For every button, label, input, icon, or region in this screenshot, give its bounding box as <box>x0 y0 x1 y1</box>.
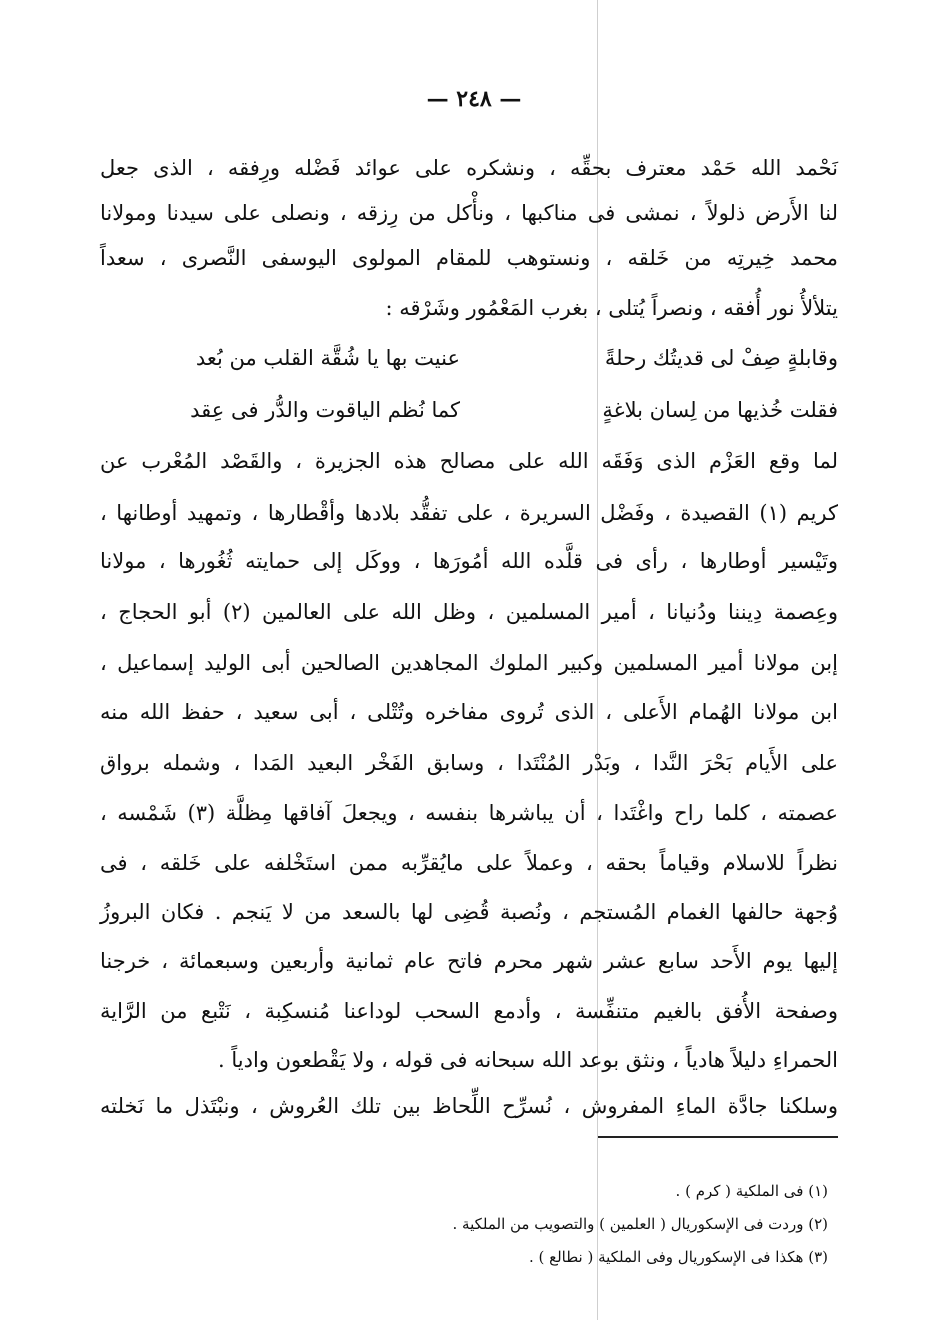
footnote-separator <box>598 1136 838 1138</box>
footnote: (٣) هكذا فى الإسكوريال وفى الملكية ( نطالع ) . <box>528 1248 828 1266</box>
body-line: يتلألأُ نور أُفقه ، ونصراً يُتلى ، بغرب المَعْمُور وشَرْقه : <box>385 296 838 320</box>
body-line: على الأَيام بَحْرَ النَّدا ، وبَدْر المُنْتَدا ، وسابق الفَخْر البعيد المَدا ، وشمله برواق <box>100 751 838 775</box>
page-number: — ٢٤٨ — <box>426 86 522 112</box>
body-line: ابن مولانا الهُمام الأَعلى ، الذى تُروى مفاخره وتُتْلى ، أبى سعيد ، حفظ الله منه <box>100 700 838 724</box>
body-line: عصمته ، كلما راح واغْتَدا ، أن يباشرها بنفسه ، ويجعلَ آفاقها مِظلَّة (٣) شَمْسه ، <box>100 801 838 825</box>
body-line: وتَيْسير أوطارها ، رأى فى قلَّده الله أمُورَها ، ووكَل إلى حمايته ثُغُورها ، مولانا <box>100 549 838 573</box>
body-line: وسلكنا جادَّة الماءِ المفروش ، نُسرِّح اللِّحاظ بين تلك العُروش ، ونبْتَذل ما نَخلته <box>100 1094 838 1118</box>
footnote: (٢) وردت فى الإسكوريال ( العلمين ) والتصويب من الملكية . <box>452 1215 828 1233</box>
body-line: نَحْمد الله حَمْد معترف بحقِّه ، ونشكره على عوائد فَضْله ورِفقه ، الذى جعل <box>100 156 838 180</box>
poem-hemistich-left: كما نُظم الياقوت والدُّر فى عِقد <box>190 398 460 422</box>
body-line: نظراً للاسلام وقياماً بحقه ، وعملاً على مايُقرِّبه ممن استَخْلفه على خَلقه ، فى <box>100 851 838 875</box>
body-line: وُجهة حالفها الغمام المُستجم ، ونُصبة قُضِى لها بالسعد من لا يَنجم . فكان البروزُ <box>100 900 838 924</box>
footnote: (١) فى الملكية ( كرم ) . <box>675 1182 828 1200</box>
body-line: كريم (١) القصيدة ، وفَضْل السريرة ، على تفقُّد بلادها وأقْطارها ، وتمهيد أوطانها ، <box>100 501 838 525</box>
poem-verse <box>0 392 928 432</box>
body-line: إبن مولانا أمير المسلمين وكبير الملوك المجاهدين الصالحين أبى الوليد إسماعيل ، <box>100 651 838 675</box>
body-line: لما وقع العَزْم الذى وَفَقَه الله على مصالح هذه الجزيرة ، والقَصْد المُعْرب عن <box>100 449 838 473</box>
body-line: وعِصمة دِيننا ودُنيانا ، أمير المسلمين ، وظل الله على العالمين (٢) أبو الحجاج ، <box>100 600 838 624</box>
poem-hemistich-left: عنيت بها يا شُقَّة القلب من بُعد <box>195 346 460 370</box>
poem-hemistich-right: فقلت خُذيها من لِسان بلاغةٍ <box>602 398 838 422</box>
body-line: محمد خِيرتِه من خَلقه ، ونستوهب للمقام المولوى اليوسفى النَّصرى ، سعداً <box>100 246 838 270</box>
body-line: وصفحة الأُفق بالغيم متنفِّسة ، وأدمع السحب لوداعنا مُنسكِبة ، نَتْبع من الرَّاية <box>100 999 838 1023</box>
body-line: لنا الأَرض ذلولاً ، نمشى فى مناكبها ، ونأْكل من رِزقه ، ونصلى على سيدنا ومولانا <box>100 201 838 225</box>
body-line: إليها يوم الأَحد سابع عشر شهر محرم فاتح عام ثمانية وأربعين وسبعمائة ، خرجنا <box>100 949 838 973</box>
poem-verse <box>0 340 928 380</box>
poem-hemistich-right: وقابلةٍ صِفْ لى قديتُك رحلةً <box>604 346 838 370</box>
body-line: الحمراءِ دليلاً هادياً ، ونثق بوعد الله سبحانه فى قوله ، ولا يَقْطعون وادياً . <box>218 1048 838 1072</box>
